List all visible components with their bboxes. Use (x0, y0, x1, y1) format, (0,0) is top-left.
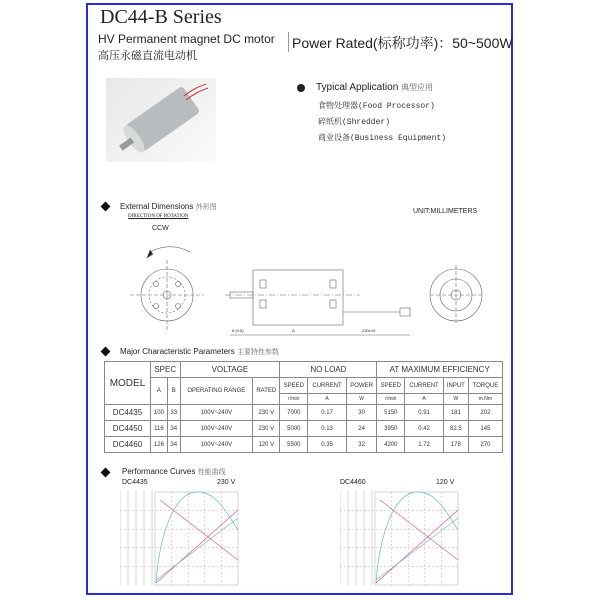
dim-label: 230±15 (362, 328, 376, 333)
efficiency-curve (156, 492, 238, 583)
table-cell: 202 (468, 405, 502, 421)
power-curve (156, 518, 238, 580)
rotation-label: DIRECTION OF ROTATION (128, 214, 189, 219)
subtitle-en: HV Permanent magnet DC motor (98, 32, 275, 46)
performance-curve-chart (120, 490, 240, 590)
table-cell: 5150 (377, 405, 405, 421)
table-cell: 100V~240V (180, 421, 253, 437)
unit-label: UNIT:MILLIMETERS (413, 208, 478, 215)
table-cell: 24 (346, 421, 377, 437)
table-cell: 3950 (377, 421, 405, 437)
table-cell: 116 (150, 421, 167, 437)
subtitle-cn: 高压永磁直流电动机 (98, 49, 197, 62)
header-speed: SPEED (280, 378, 308, 394)
table-cell: 0.35 (308, 437, 347, 453)
header-input: INPUT (443, 378, 468, 394)
curves-heading: Performance Curves 性能曲线 (122, 467, 226, 476)
table-cell: 34 (167, 421, 180, 437)
table-cell: 5000 (280, 421, 308, 437)
parameters-table: MODEL SPEC VOLTAGE NO LOAD AT MAXIMUM EFFICIENCY A B OPERATING RANGE RATED SPEED CURRENT POWER SPEED CURRENT INPUT TORQUE r/min A W r/min A W m.Nm DC4435 100 33 100V~240V 230 V 7000 0.17 30 5150 0.91 181 202 DC4450 116 34 100V~240V 230 V 5000 0.13 24 3950 0.42 82.5 145 DC4460 126 34 100V~240V 120 V 5500 0.35 32 4200 1.72 178 270 (104, 361, 503, 453)
chart-model: DC4435 (122, 479, 148, 486)
header-current: CURRENT (308, 378, 347, 394)
table-cell: 100V~240V (180, 405, 253, 421)
application-item: 食物处理器(Food Processor) (318, 102, 435, 111)
header-voltage: VOLTAGE (180, 362, 280, 378)
table-cell: 270 (468, 437, 502, 453)
table-cell: 5500 (280, 437, 308, 453)
table-row (105, 405, 503, 421)
application-item: 碎纸机(Shredder) (318, 118, 391, 127)
header-current: CURRENT (405, 378, 444, 394)
header-model: MODEL (105, 362, 151, 405)
efficiency-curve (376, 492, 458, 583)
page-title: DC44-B Series (100, 6, 222, 28)
chart-voltage: 230 V (217, 479, 236, 486)
header-op-range: OPERATING RANGE (180, 378, 253, 405)
table-cell: 0.91 (405, 405, 444, 421)
table-cell: 4200 (377, 437, 405, 453)
chart-model: DC4460 (340, 479, 366, 486)
table-cell: 100V~240V (180, 437, 253, 453)
table-cell: 30 (346, 405, 377, 421)
table-cell: 126 (150, 437, 167, 453)
table-cell: 34 (167, 437, 180, 453)
table-row (105, 421, 503, 437)
power-value: 50~500W (452, 35, 513, 51)
dimensions-heading: External Dimensions 外形图 (120, 202, 217, 211)
table-cell: 120 V (253, 437, 280, 453)
motor-photo (106, 78, 216, 162)
header-speed: SPEED (377, 378, 405, 394)
table-cell: 0.13 (308, 421, 347, 437)
table-cell: DC4460 (105, 437, 151, 453)
table-cell: 100 (150, 405, 167, 421)
rotation-ccw: CCW (152, 225, 169, 232)
power-curve (376, 518, 458, 580)
performance-curve-chart (340, 490, 460, 590)
application-heading: Typical Application 典型应用 (316, 82, 434, 93)
header-no-load: NO LOAD (280, 362, 377, 378)
table-cell: DC4435 (105, 405, 151, 421)
power-label: Power Rated(标称功率)： (292, 35, 453, 51)
bullet-icon (297, 84, 305, 92)
table-cell: 82.5 (443, 421, 468, 437)
power-rated (292, 33, 513, 53)
table-cell: 0.17 (308, 405, 347, 421)
table-cell: 7000 (280, 405, 308, 421)
table-cell: 181 (443, 405, 468, 421)
application-item: 商业设备(Business Equipment) (318, 134, 447, 143)
table-cell: 1.72 (405, 437, 444, 453)
header-power: POWER (346, 378, 377, 394)
header-spec: SPEC (150, 362, 180, 378)
table-cell: 33 (167, 405, 180, 421)
params-heading: Major Characteristic Parameters 主要特性参数 (120, 347, 279, 356)
header-max-eff: AT MAXIMUM EFFICIENCY (377, 362, 503, 378)
table-cell: 230 V (253, 421, 280, 437)
header-rated: RATED (253, 378, 280, 405)
header-b: B (167, 378, 180, 405)
header-torque: TORQUE (468, 378, 502, 394)
table-row (105, 437, 503, 453)
table-cell: DC4450 (105, 421, 151, 437)
table-cell: 32 (346, 437, 377, 453)
dim-label: A (292, 328, 295, 333)
table-cell: 230 V (253, 405, 280, 421)
divider (288, 32, 289, 52)
table-cell: 145 (468, 421, 502, 437)
table-cell: 0.42 (405, 421, 444, 437)
header-a: A (150, 378, 167, 405)
chart-voltage: 120 V (436, 479, 455, 486)
dimension-drawing (100, 230, 510, 340)
dim-label: 8 (0.5) (232, 328, 244, 333)
table-cell: 178 (443, 437, 468, 453)
